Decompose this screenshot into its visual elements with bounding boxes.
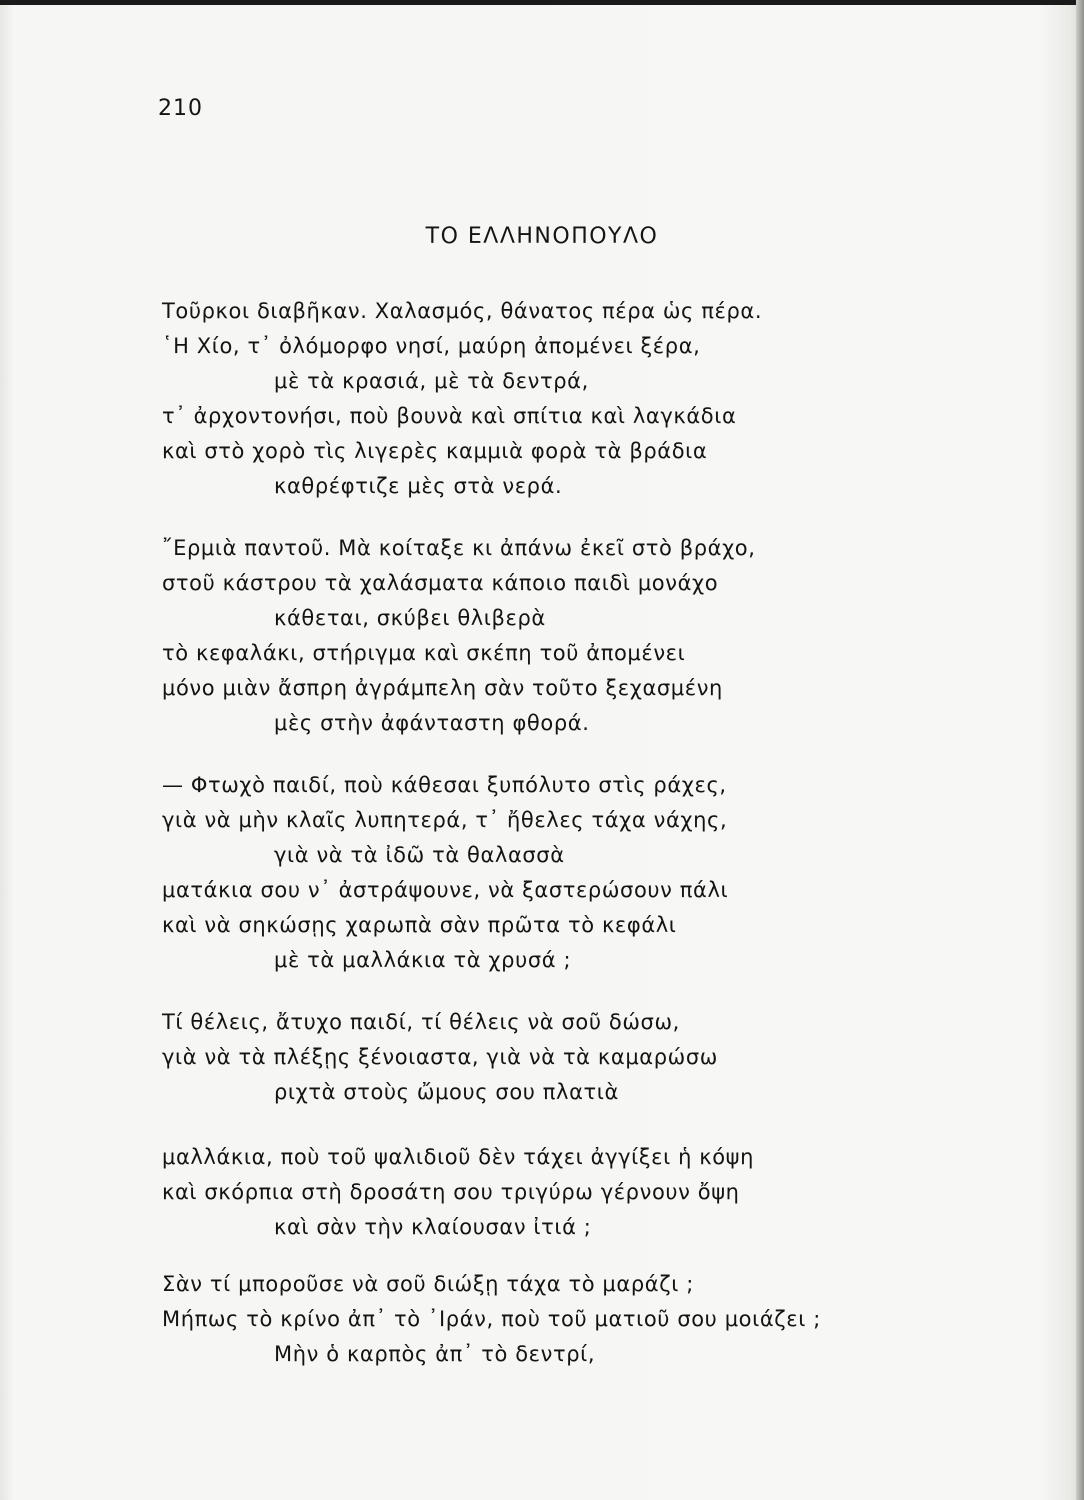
stanza-5: [162, 1140, 942, 1245]
poem-line: Μήπως τὸ κρίνο ἀπ᾿ τὸ ᾿Ιράν, ποὺ τοῦ ματιοῦ σου μοιάζει ;: [162, 1307, 821, 1331]
stanza-2: [162, 531, 942, 741]
poem-line: γιὰ νὰ μὴν κλαῖς λυπητερά, τ᾿ ἤθελες τάχα νάχης,: [162, 808, 728, 832]
poem-line: ριχτὰ στοὺς ὤμους σου πλατιὰ: [274, 1080, 619, 1104]
stanza-1: [162, 294, 942, 504]
poem-line: μὲς στὴν ἀφάνταστη φθορά.: [274, 711, 590, 735]
stanza-3: [162, 768, 942, 978]
poem-line: μὲ τὰ κρασιά, μὲ τὰ δεντρά,: [274, 369, 589, 393]
poem-line: τὸ κεφαλάκι, στήριγμα καὶ σκέπη τοῦ ἀπομένει: [162, 641, 686, 665]
poem-line: καὶ σκόρπια στὴ δροσάτη σου τριγύρω γέρνουν ὄψη: [162, 1180, 740, 1204]
poem-line: γιὰ νὰ τὰ πλέξῃς ξένοιαστα, γιὰ νὰ τὰ καμαρώσω: [162, 1045, 718, 1069]
poem-line: καὶ σὰν τὴν κλαίουσαν ἰτιά ;: [274, 1215, 592, 1239]
stanza-6: [162, 1267, 942, 1372]
poem-line: στοῦ κάστρου τὰ χαλάσματα κάποιο παιδὶ μονάχο: [162, 571, 719, 595]
poem-line: μόνο μιὰν ἄσπρη ἀγράμπελη σὰν τοῦτο ξεχασμένη: [162, 676, 723, 700]
poem-line: Μὴν ὁ καρπὸς ἀπ᾿ τὸ δεντρί,: [274, 1342, 596, 1366]
poem-line: καὶ νὰ σηκώσῃς χαρωπὰ σὰν πρῶτα τὸ κεφάλι: [162, 913, 677, 937]
stanza-4: [162, 1005, 942, 1110]
poem-line: τ᾿ ἀρχοντονήσι, ποὺ βουνὰ καὶ σπίτια καὶ λαγκάδια: [162, 404, 737, 428]
poem-line: μαλλάκια, ποὺ τοῦ ψαλιδιοῦ δὲν τάχει ἀγγίξει ἡ κόψη: [162, 1145, 755, 1169]
poem-line: Σὰν τί μποροῦσε νὰ σοῦ διώξῃ τάχα τὸ μαράζι ;: [162, 1272, 694, 1296]
poem-line: — Φτωχὸ παιδί, ποὺ κάθεσαι ξυπόλυτο στὶς ράχες,: [162, 773, 727, 797]
poem-line: γιὰ νὰ τὰ ἰδῶ τὰ θαλασσὰ: [274, 843, 565, 867]
poem-line: Τοῦρκοι διαβῆκαν. Χαλασμός, θάνατος πέρα ὡς πέρα.: [162, 299, 763, 323]
poem-line: ῾Η Χίο, τ᾿ ὀλόμορφο νησί, μαύρη ἀπομένει ξέρα,: [162, 334, 701, 358]
poem-line: ματάκια σου ν᾿ ἀστράψουνε, νὰ ξαστερώσουν πάλι: [162, 878, 729, 902]
poem-line: καὶ στὸ χορὸ τὶς λιγερὲς καμμιὰ φορὰ τὰ βράδια: [162, 439, 708, 463]
page-number: 210: [158, 96, 203, 121]
poem-line: ῎Ερμιὰ παντοῦ. Μὰ κοίταξε κι ἀπάνω ἐκεῖ στὸ βράχο,: [162, 536, 756, 560]
poem-line: μὲ τὰ μαλλάκια τὰ χρυσά ;: [274, 948, 572, 972]
poem-line: Τί θέλεις, ἄτυχο παιδί, τί θέλεις νὰ σοῦ δώσω,: [162, 1010, 680, 1034]
poem-title: ΤΟ ΕΛΛΗΝΟΠΟΥΛΟ: [425, 224, 659, 249]
page-top-edge: [0, 0, 1084, 5]
poem-line: κάθεται, σκύβει θλιβερὰ: [274, 606, 546, 630]
poem-line: καθρέφτιζε μὲς στὰ νερά.: [274, 474, 563, 498]
